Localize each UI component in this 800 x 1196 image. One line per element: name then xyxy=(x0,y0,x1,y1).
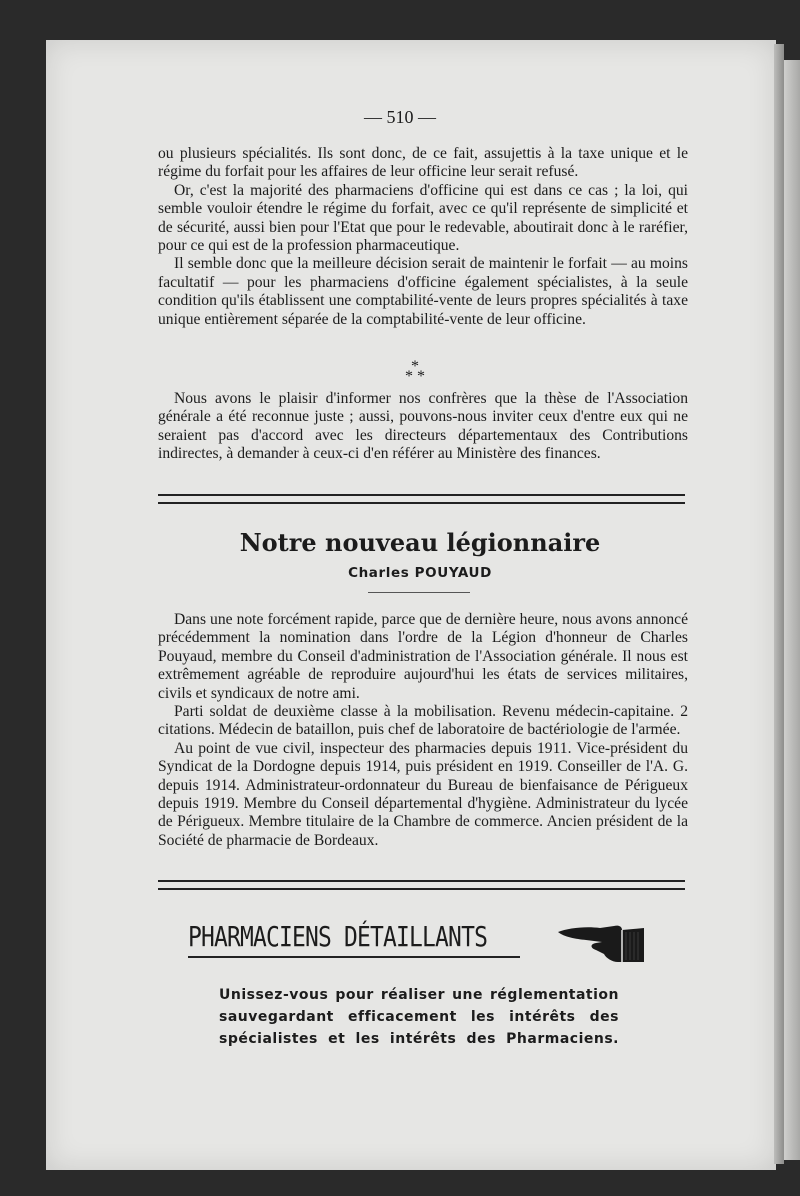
pointing-hand-icon xyxy=(556,922,646,964)
paragraph: Il semble donc que la meilleure décision serait de maintenir le forfait — au moins facultatif — pour les pharmaciens d'officine également spécialistes, à la seule condition qu'ils établissent une comptabilité-vente de leurs propres spécialités à taxe unique entièrement séparée de la comptabilité-vente de leur officine. xyxy=(158,255,688,328)
asterism: * * * xyxy=(405,358,425,385)
paragraph: ou plusieurs spécialités. Ils sont donc, de ce fait, assujettis à la taxe unique et le régime du forfait pour les affaires de leur officine leur serait refusé. xyxy=(158,145,688,181)
ad-line: spécialistes et les intérêts des Pharmaciens. xyxy=(219,1031,619,1047)
paragraph: Dans une note forcément rapide, parce que de dernière heure, nous avons annoncé précédemment la nomination dans l'ordre de la Légion d'honneur de Charles Pouyaud, membre du Conseil d'administration de l'Association générale. Il nous est extrêmement agréable de reproduire aujourd'hui les états de services militaires, civils et syndicaux de notre ami. xyxy=(158,611,688,702)
ad-line: sauvegardant efficacement les intérêts des xyxy=(219,1009,619,1025)
double-rule-top-2 xyxy=(158,502,685,504)
article-title: Notre nouveau légionnaire xyxy=(239,528,601,557)
ad-text xyxy=(219,984,619,1050)
section-separator xyxy=(0,358,800,385)
article-subtitle: Charles POUYAUD xyxy=(348,565,492,581)
subtitle-rule xyxy=(368,592,470,593)
page-edge-next xyxy=(784,60,800,1160)
page-number: — 510 — xyxy=(364,107,436,127)
article-body xyxy=(158,611,688,850)
double-rule-top-1 xyxy=(158,494,685,496)
ad-line: Unissez-vous pour réaliser une réglementation xyxy=(219,987,619,1003)
double-rule-bottom-2 xyxy=(158,888,685,890)
paragraph: Au point de vue civil, inspecteur des pharmacies depuis 1911. Vice-président du Syndicat de la Dordogne depuis 1914, puis président en 1919. Conseiller de l'A. G. depuis 1914. Administrateur-ordonnateur du Bureau de bienfaisance de Périgueux depuis 1919. Membre du Conseil départemental d'hygiène. Administrateur du lycée de Périgueux. Membre titulaire de la Chambre de commerce. Ancien président de la Société de pharmacie de Bordeaux. xyxy=(158,739,688,849)
top-text-block xyxy=(158,145,688,329)
paragraph: Parti soldat de deuxième classe à la mobilisation. Revenu médecin-capitaine. 2 citations. Médecin de bataillon, puis chef de laboratoire de bactériologie de l'armée. xyxy=(158,703,688,739)
mid-text-block xyxy=(158,390,688,464)
ad-title: PHARMACIENS DÉTAILLANTS xyxy=(188,920,488,953)
ad-title-underline xyxy=(188,956,520,958)
double-rule-bottom-1 xyxy=(158,880,685,882)
paragraph: Nous avons le plaisir d'informer nos confrères que la thèse de l'Association générale a été reconnue juste ; aussi, pouvons-nous inviter ceux d'entre eux qui ne seraient pas d'accord avec les directeurs départementaux des Contributions indirectes, à demander à ceux-ci d'en référer au Ministère des finances. xyxy=(158,390,688,463)
paragraph: Or, c'est la majorité des pharmaciens d'officine qui est dans ce cas ; la loi, qui semble vouloir étendre le régime du forfait, avec ce qu'il représente de simplicité et de sécurité, aussi bien pour l'Etat que pour le redevable, aboutirait donc à le raréfier, pour ce qui est de la profession pharmaceutique. xyxy=(158,181,688,255)
page-edge xyxy=(774,44,784,1164)
